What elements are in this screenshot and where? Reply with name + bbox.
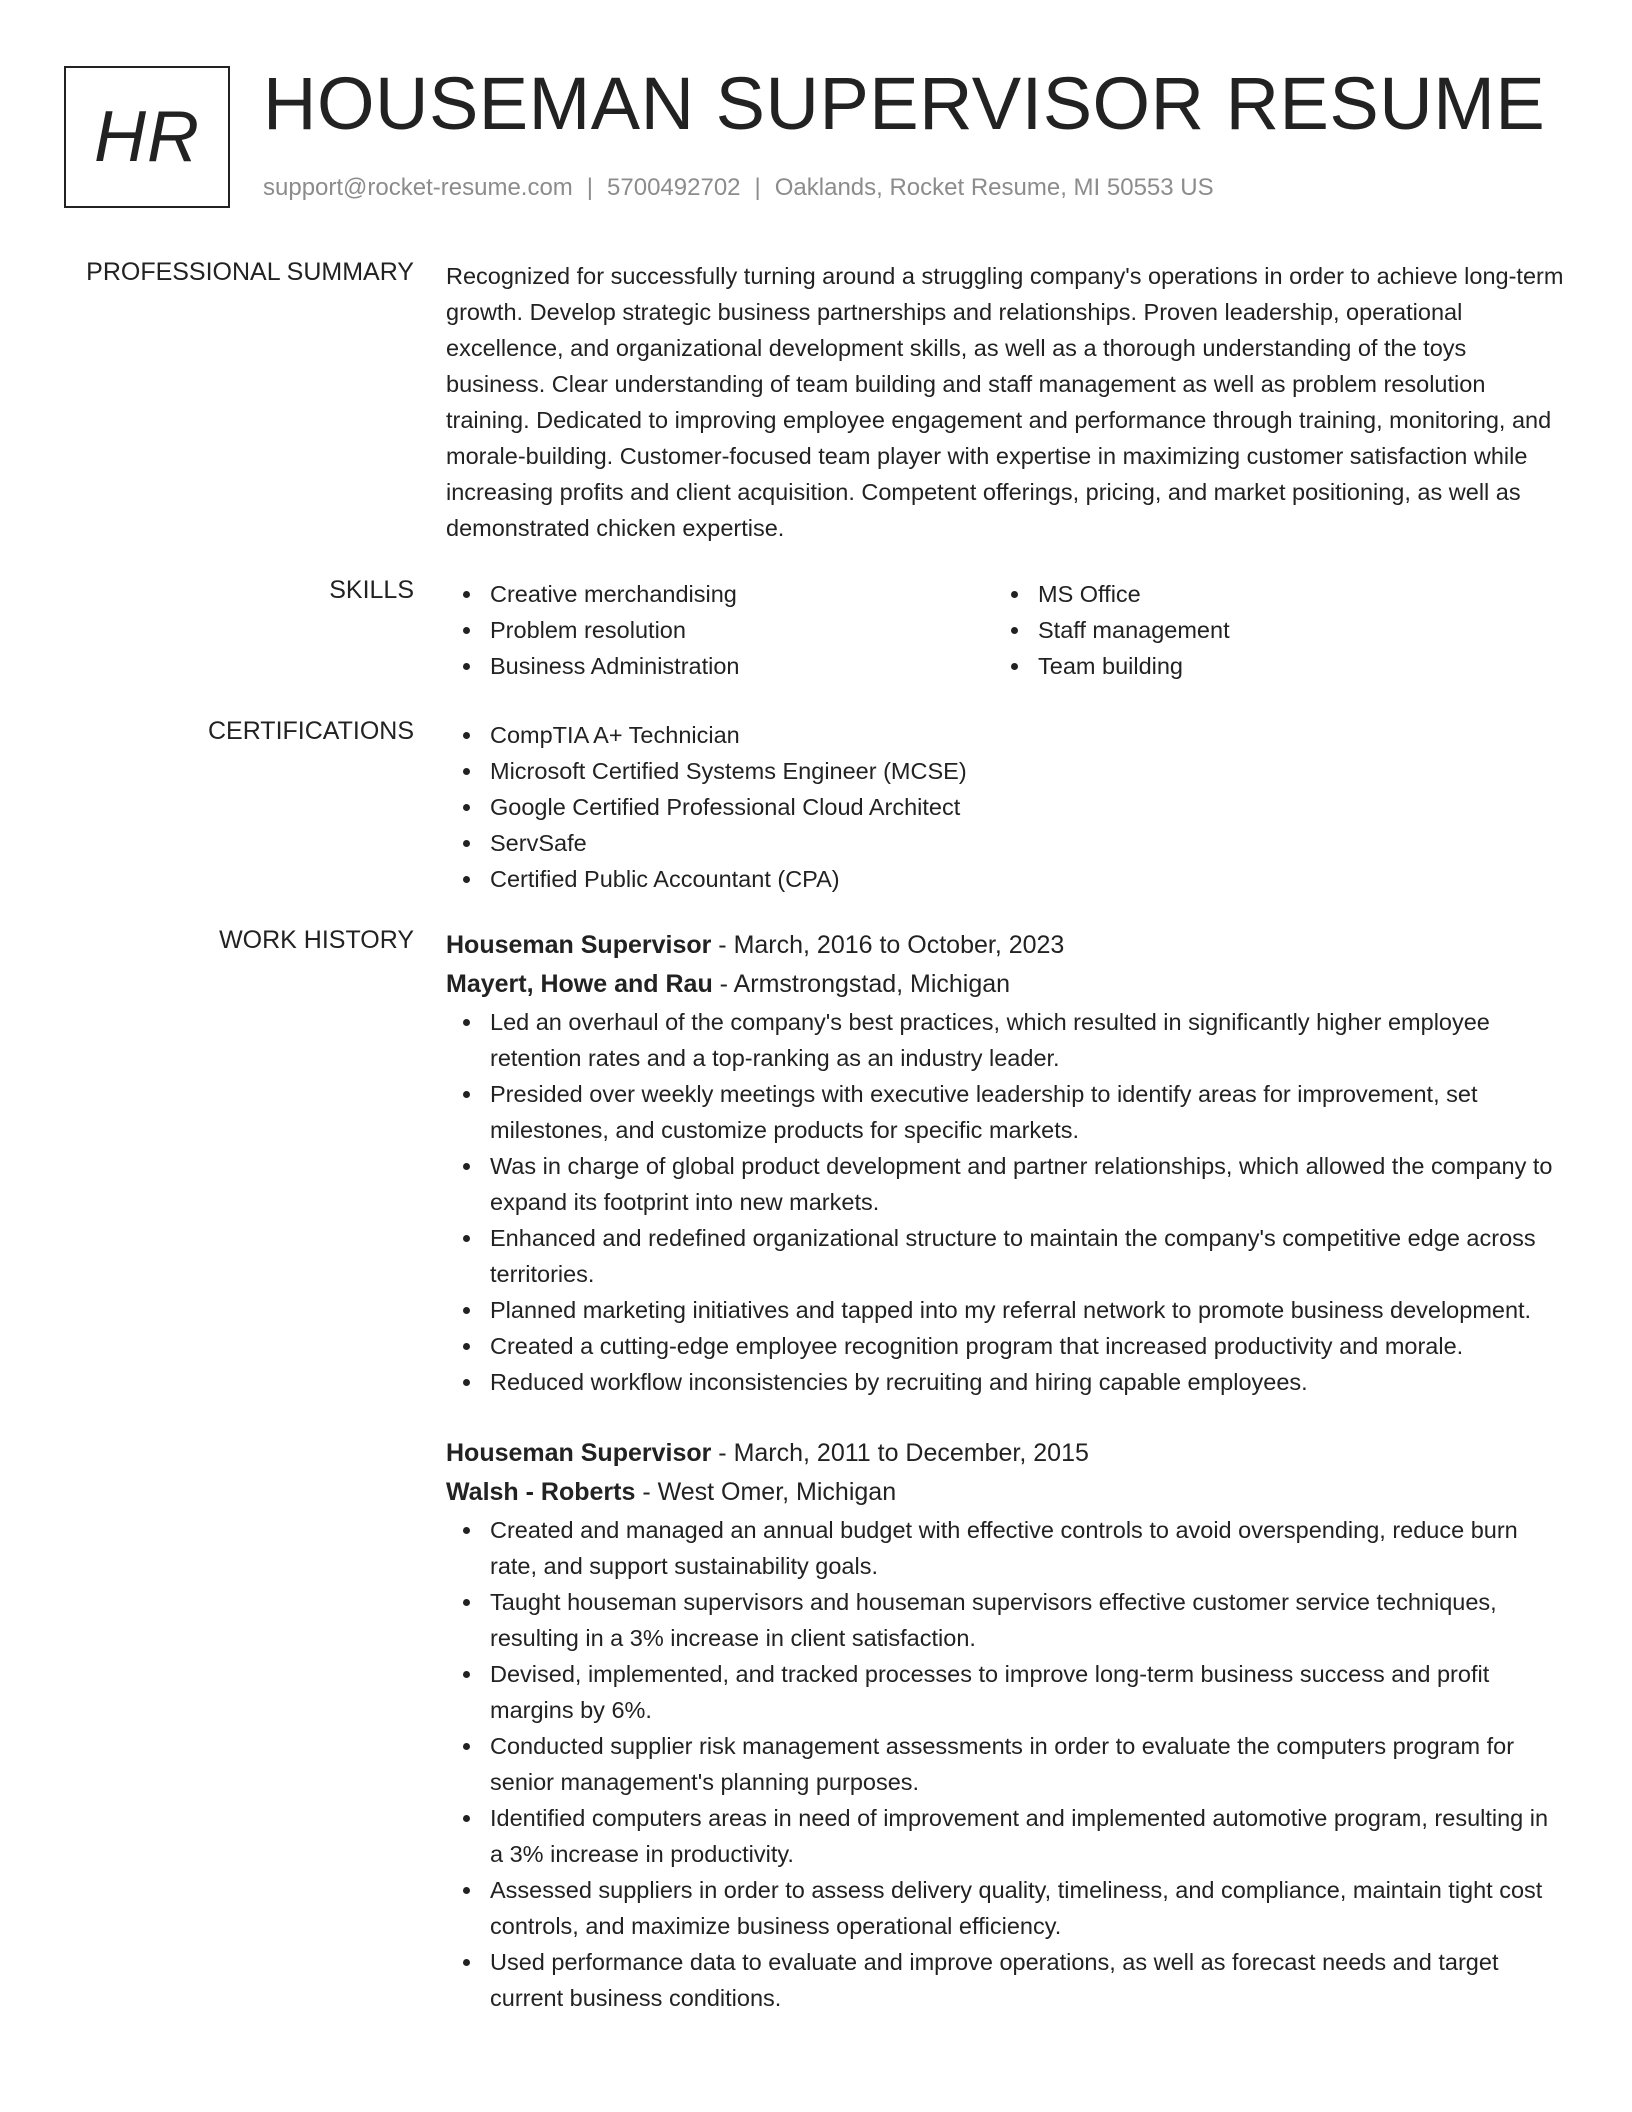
certification-item: CompTIA A+ Technician (446, 717, 1564, 753)
job-bullet-list (446, 1512, 1564, 2016)
skills-grid (446, 576, 1564, 684)
job-bullet: Created and managed an annual budget with effective controls to avoid overspending, reduce burn rate, and support sustainability goals. (446, 1512, 1564, 1584)
contact-line (263, 174, 1214, 202)
job-bullet: Created a cutting-edge employee recognition program that increased productivity and morale. (446, 1328, 1564, 1364)
skill-item: Business Administration (446, 648, 994, 684)
job-location: - Armstrongstad, Michigan (712, 970, 1011, 998)
resume-title: HOUSEMAN SUPERVISOR RESUME (263, 62, 1546, 145)
skill-item: Creative merchandising (446, 576, 994, 612)
certifications-list (446, 717, 1564, 897)
job-entry (446, 926, 1564, 1400)
section-label-certifications: CERTIFICATIONS (207, 717, 414, 745)
job-entry (446, 1434, 1564, 2016)
job-title: Houseman Supervisor (446, 1439, 712, 1467)
job-bullet: Led an overhaul of the company's best practices, which resulted in significantly higher employee retention rates and a top-ranking as an industry leader. (446, 1004, 1564, 1076)
skills-list-left (446, 576, 994, 684)
certification-item: Google Certified Professional Cloud Architect (446, 789, 1564, 825)
summary-text: Recognized for successfully turning around a struggling company's operations in order to achieve long-term growth. Develop strategic business partnerships and relationships. Proven leadership, operational excellence, and organizational development skills, as well as a thorough understanding of the toys business. Clear understanding of team building and staff management as well as problem resolution training. Dedicated to improving employee engagement and performance through training, monitoring, and morale-building. Customer-focused team player with expertise in maximizing customer satisfaction while increasing profits and client acquisition. Competent offerings, pricing, and market positioning, as well as demonstrated chicken expertise. (446, 263, 1564, 541)
job-dates: - March, 2016 to October, 2023 (711, 931, 1065, 959)
section-label-work-history: WORK HISTORY (219, 926, 414, 954)
contact-email: support@rocket-resume.com (263, 174, 573, 201)
work-history-body (446, 926, 1564, 2016)
job-title-line (446, 1434, 1564, 1473)
job-bullet: Planned marketing initiatives and tapped into my referral network to promote business development. (446, 1292, 1564, 1328)
monogram-initials: HR (94, 97, 200, 177)
job-bullet: Identified computers areas in need of improvement and implemented automotive program, resulting in a 3% increase in productivity. (446, 1800, 1564, 1872)
job-company-line (446, 965, 1564, 1004)
resume-header (64, 62, 1572, 216)
job-bullet: Taught houseman supervisors and houseman supervisors effective customer service techniques, resulting in a 3% increase in client satisfaction. (446, 1584, 1564, 1656)
job-company-line (446, 1473, 1564, 1512)
monogram-box (64, 66, 230, 208)
skill-item: Staff management (994, 612, 1542, 648)
skill-item: Team building (994, 648, 1542, 684)
contact-phone: 5700492702 (607, 174, 741, 201)
job-bullet: Enhanced and redefined organizational structure to maintain the company's competitive edge across territories. (446, 1220, 1564, 1292)
certifications-body (446, 717, 1564, 897)
certification-item: Microsoft Certified Systems Engineer (MCSE) (446, 753, 1564, 789)
section-label-summary: PROFESSIONAL SUMMARY (86, 258, 414, 286)
contact-separator: | (586, 174, 594, 201)
skill-item: MS Office (994, 576, 1542, 612)
job-location: - West Omer, Michigan (635, 1478, 897, 1506)
skills-body (446, 576, 1564, 684)
job-bullet: Devised, implemented, and tracked processes to improve long-term business success and profit margins by 6%. (446, 1656, 1564, 1728)
contact-separator: | (754, 174, 761, 201)
certification-item: ServSafe (446, 825, 1564, 861)
job-bullet: Used performance data to evaluate and improve operations, as well as forecast needs and target current business conditions. (446, 1944, 1564, 2016)
job-dates: - March, 2011 to December, 2015 (711, 1439, 1089, 1467)
job-bullet: Was in charge of global product development and partner relationships, which allowed the company to expand its footprint into new markets. (446, 1148, 1564, 1220)
skill-item: Problem resolution (446, 612, 994, 648)
job-title-line (446, 926, 1564, 965)
job-bullet: Assessed suppliers in order to assess delivery quality, timeliness, and compliance, maintain tight cost controls, and maximize business operational efficiency. (446, 1872, 1564, 1944)
certification-item: Certified Public Accountant (CPA) (446, 861, 1564, 897)
job-bullet: Presided over weekly meetings with executive leadership to identify areas for improvement, set milestones, and customize products for specific markets. (446, 1076, 1564, 1148)
contact-address: Oaklands, Rocket Resume, MI 50553 US (774, 174, 1214, 201)
job-bullet: Reduced workflow inconsistencies by recruiting and hiring capable employees. (446, 1364, 1564, 1400)
skills-list-right (994, 576, 1542, 684)
job-company: Walsh - Roberts (446, 1478, 636, 1506)
summary-body (446, 258, 1564, 546)
job-bullet-list (446, 1004, 1564, 1400)
job-bullet: Conducted supplier risk management assessments in order to evaluate the computers program for senior management's planning purposes. (446, 1728, 1564, 1800)
job-company: Mayert, Howe and Rau (446, 970, 713, 998)
job-title: Houseman Supervisor (446, 931, 712, 959)
section-label-skills: SKILLS (329, 576, 414, 604)
